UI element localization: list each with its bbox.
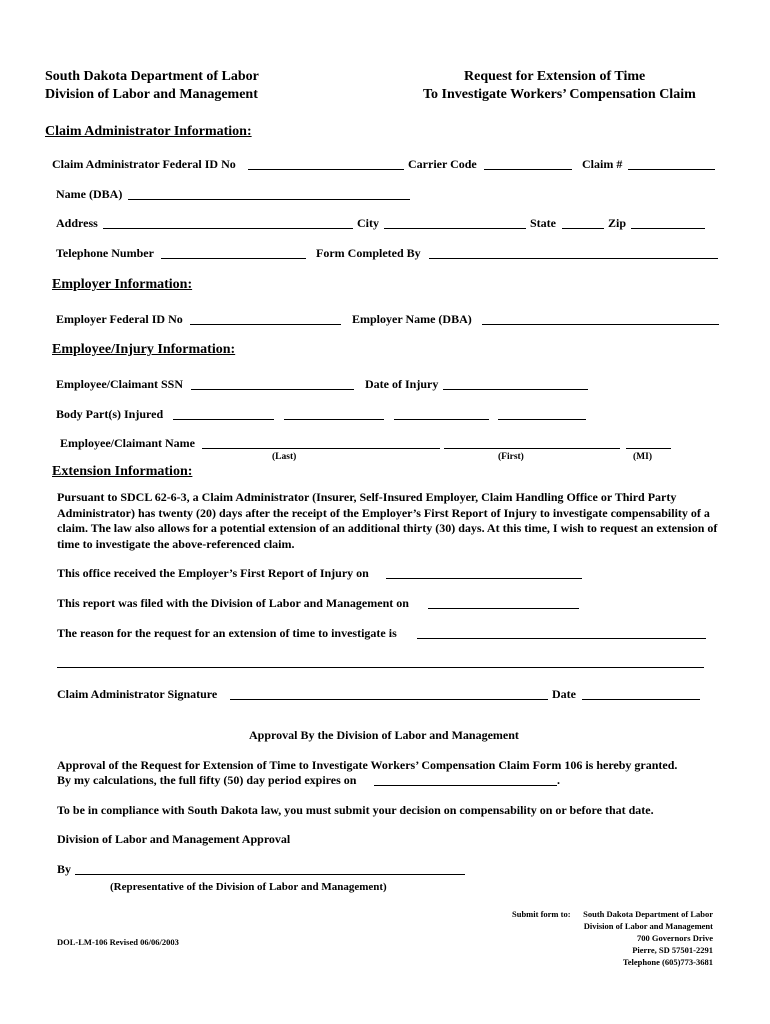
signature-label: Claim Administrator Signature [57, 687, 218, 701]
report-filed-label: This report was filed with the Division of Labor and Management on [57, 596, 409, 610]
address-line: Pierre, SD 57501-2291 [632, 945, 713, 955]
approval-heading: Approval By the Division of Labor and Management [249, 728, 519, 742]
claim-admin-federal-id-field[interactable] [248, 169, 404, 170]
ssn-field[interactable] [191, 389, 354, 390]
claim-admin-federal-id-label: Claim Administrator Federal ID No [52, 157, 236, 171]
address-line: South Dakota Department of Labor [583, 909, 713, 919]
reason-label: The reason for the request for an extension of time to investigate is [57, 626, 397, 640]
compliance-text: To be in compliance with South Dakota law, you must submit your decision on compensability on or before that date. [57, 803, 654, 817]
carrier-code-field[interactable] [484, 169, 572, 170]
reason-field-line-2[interactable] [57, 667, 704, 668]
claimant-mi-field[interactable] [626, 448, 671, 449]
signature-field[interactable] [230, 699, 548, 700]
claim-admin-name-field[interactable] [128, 199, 410, 200]
date-of-injury-label: Date of Injury [365, 377, 439, 391]
claim-admin-name-label: Name (DBA) [56, 187, 123, 201]
claim-number-field[interactable] [628, 169, 715, 170]
body-part-field-1[interactable] [173, 419, 274, 420]
representative-caption: (Representative of the Division of Labor and Management) [110, 881, 387, 893]
expiration-label: By my calculations, the full fifty (50) day period expires on [57, 773, 357, 787]
submit-form-label: Submit form to: [512, 909, 571, 919]
first-report-received-label: This office received the Employer’s First Report of Injury on [57, 566, 369, 580]
mailing-address [583, 908, 713, 968]
employer-federal-id-label: Employer Federal ID No [56, 312, 183, 326]
ssn-label: Employee/Claimant SSN [56, 377, 184, 391]
by-label: By [57, 862, 72, 876]
first-report-received-field[interactable] [386, 578, 582, 579]
last-caption: (Last) [272, 452, 297, 462]
signature-date-label: Date [552, 687, 576, 701]
address-field[interactable] [103, 228, 353, 229]
claimant-first-name-field[interactable] [444, 448, 620, 449]
signature-date-field[interactable] [582, 699, 700, 700]
zip-label: Zip [608, 216, 627, 230]
form-title: Request for Extension of Time [464, 69, 646, 84]
telephone-field[interactable] [161, 258, 306, 259]
address-line: 700 Governors Drive [636, 933, 713, 943]
claimant-name-label: Employee/Claimant Name [60, 436, 195, 450]
division-name: Division of Labor and Management [45, 87, 258, 102]
body-parts-label: Body Part(s) Injured [56, 407, 164, 421]
report-filed-field[interactable] [428, 608, 579, 609]
carrier-code-label: Carrier Code [408, 157, 477, 171]
expiration-date-field[interactable] [374, 785, 557, 786]
division-approval-label: Division of Labor and Management Approval [57, 832, 291, 846]
address-label: Address [56, 216, 98, 230]
claimant-last-name-field[interactable] [202, 448, 440, 449]
body-part-field-2[interactable] [284, 419, 384, 420]
representative-signature-field[interactable] [75, 874, 465, 875]
body-part-field-4[interactable] [498, 419, 586, 420]
employer-name-label: Employer Name (DBA) [352, 312, 472, 326]
claim-admin-heading: Claim Administrator Information: [45, 124, 252, 139]
date-of-injury-field[interactable] [443, 389, 588, 390]
approval-granted-text: Approval of the Request for Extension of Time to Investigate Workers’ Compensation Claim Form 106 is hereby granted. [57, 758, 678, 772]
state-field[interactable] [562, 228, 604, 229]
agency-name: South Dakota Department of Labor [45, 69, 259, 84]
employer-name-field[interactable] [482, 324, 719, 325]
extension-paragraph: Pursuant to SDCL 62-6-3, a Claim Administrator (Insurer, Self-Insured Employer, Claim Handling Office or Third Party Administrator) has twenty (20) days after the receipt of the Employer’s First Report of Injury to investigate compensability of a claim. The law also allows for a potential extension of an additional thirty (30) days. At this time, I wish to request an extension of time to investigate the above-referenced claim. [57, 490, 718, 551]
address-line: Telephone (605)773-3681 [622, 957, 713, 967]
claim-number-label: Claim # [582, 157, 623, 171]
first-caption: (First) [498, 452, 524, 462]
employee-heading: Employee/Injury Information: [52, 342, 236, 357]
employer-federal-id-field[interactable] [190, 324, 341, 325]
city-field[interactable] [384, 228, 526, 229]
zip-field[interactable] [631, 228, 705, 229]
form-id: DOL-LM-106 Revised 06/06/2003 [57, 937, 179, 947]
body-part-field-3[interactable] [394, 419, 489, 420]
reason-field-line-1[interactable] [417, 638, 706, 639]
expiration-period: . [557, 773, 560, 787]
employer-heading: Employer Information: [52, 277, 193, 292]
form-completed-by-field[interactable] [429, 258, 718, 259]
city-label: City [357, 216, 379, 230]
telephone-label: Telephone Number [56, 246, 154, 260]
extension-heading: Extension Information: [52, 464, 193, 479]
state-label: State [530, 216, 556, 230]
form-subtitle: To Investigate Workers’ Compensation Claim [423, 87, 696, 102]
address-line: Division of Labor and Management [583, 921, 713, 931]
form-completed-by-label: Form Completed By [316, 246, 421, 260]
mi-caption: (MI) [633, 452, 652, 462]
